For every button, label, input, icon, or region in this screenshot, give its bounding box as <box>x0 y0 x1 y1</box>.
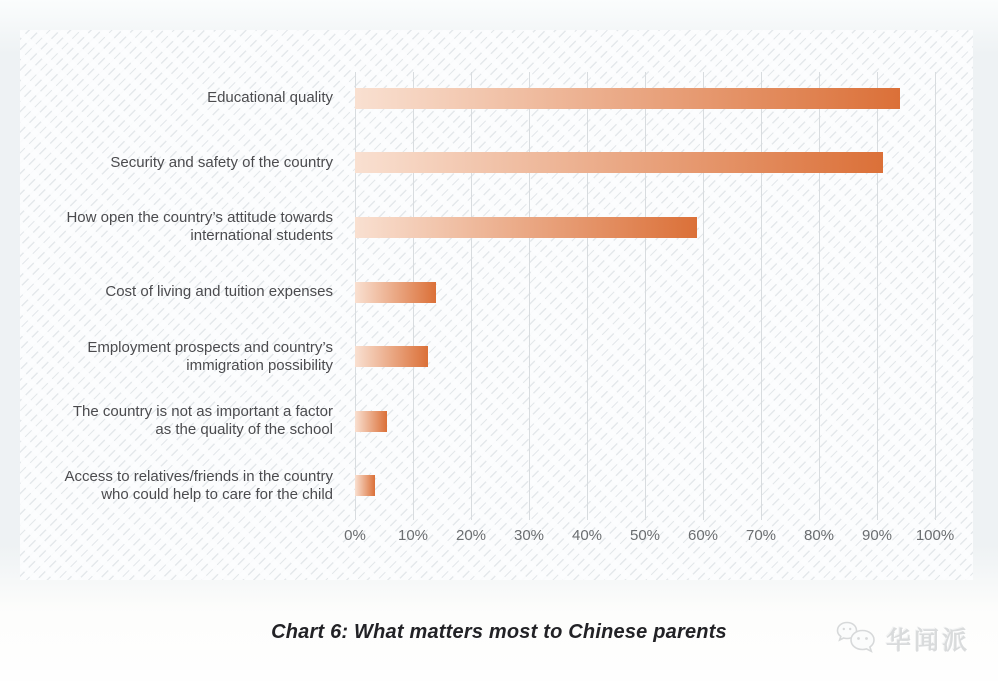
bar-track <box>355 282 935 303</box>
x-tick-label: 50% <box>629 527 661 544</box>
bar-row <box>20 260 935 325</box>
category-label: How open the country’s attitude towards international students <box>66 209 333 245</box>
x-tick-label: 60% <box>687 527 719 544</box>
category-label: Employment prospects and country’s immigration possibility <box>87 338 333 374</box>
bar-rows <box>20 66 935 518</box>
bar-row <box>20 195 935 260</box>
bar-row <box>20 324 935 389</box>
bar-track <box>355 88 935 109</box>
bar <box>355 152 883 173</box>
category-label: Educational quality <box>207 89 333 107</box>
category-label: The country is not as important a factor as the quality of the school <box>72 403 333 439</box>
bar <box>355 282 436 303</box>
chart-panel <box>20 30 973 580</box>
category-label: Cost of living and tuition expenses <box>105 283 333 301</box>
x-tick-label: 10% <box>397 527 429 544</box>
bar-track <box>355 217 935 238</box>
watermark <box>835 616 970 662</box>
x-tick-label: 0% <box>344 527 366 544</box>
bar <box>355 217 697 238</box>
x-tick-label: 20% <box>455 527 487 544</box>
x-tick-label: 100% <box>915 527 955 544</box>
bar-track <box>355 346 935 367</box>
x-tick-label: 40% <box>571 527 603 544</box>
bar-row <box>20 389 935 454</box>
wechat-bubbles-icon <box>835 619 879 659</box>
x-tick-label: 80% <box>803 527 835 544</box>
watermark-text: 华闻派 <box>885 627 970 655</box>
bar <box>355 411 387 432</box>
bar-row <box>20 131 935 196</box>
chart-caption: Chart 6: What matters most to Chinese parents <box>271 621 727 643</box>
bar <box>355 346 428 367</box>
bar-row <box>20 453 935 518</box>
category-label: Security and safety of the country <box>110 153 333 171</box>
gridline <box>935 72 936 520</box>
bar <box>355 88 900 109</box>
bar-track <box>355 475 935 496</box>
bar-track <box>355 152 935 173</box>
bar <box>355 475 375 496</box>
x-axis <box>344 527 955 547</box>
category-label: Access to relatives/friends in the country who could help to care for the child <box>64 467 333 503</box>
x-tick-label: 30% <box>513 527 545 544</box>
bar-track <box>355 411 935 432</box>
bar-row <box>20 66 935 131</box>
x-tick-label: 70% <box>745 527 777 544</box>
x-tick-label: 90% <box>861 527 893 544</box>
